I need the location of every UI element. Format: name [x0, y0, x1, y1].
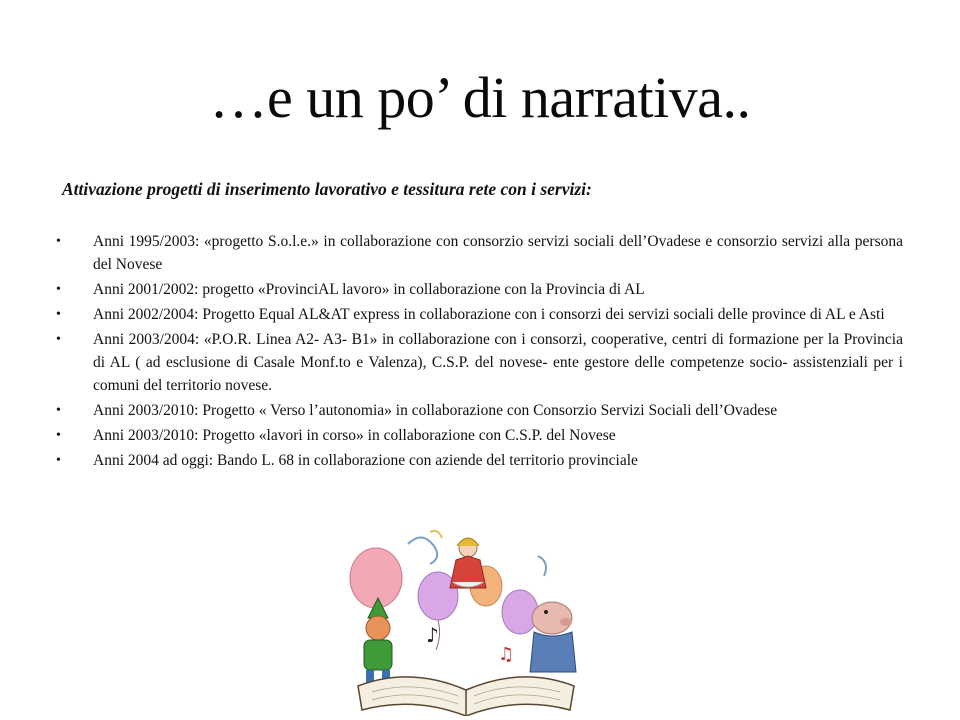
gnome-character-icon: [364, 598, 392, 686]
svg-text:♪: ♪: [426, 623, 439, 647]
bullet-icon: •: [56, 307, 61, 322]
svg-text:♫: ♫: [498, 644, 515, 665]
list-item-text: Anni 2001/2002: progetto «ProvinciAL lavoro» in collaborazione con la Provincia di AL: [93, 281, 645, 298]
list-item-text: Anni 2003/2004: «P.O.R. Linea A2- A3- B1» in collaborazione con i consorzi, cooperative, centri di formazione per la Provincia di AL ( ad esclusione di Casale Monf.to e Valenza), C.S.P. del novese- ente gestore delle competenze socio- assistenziali per i comuni del territorio novese.: [93, 331, 903, 394]
balloon-icon: [502, 590, 538, 634]
storybook-characters-illustration-icon: [338, 526, 594, 716]
list-item: [55, 328, 903, 397]
bullet-icon: •: [56, 234, 61, 249]
list-item-text: Anni 2002/2004: Progetto Equal AL&AT express in collaborazione con i consorzi dei servizi sociali delle province di AL e Asti: [93, 306, 885, 323]
bullet-icon: •: [56, 428, 61, 443]
list-item: [55, 449, 903, 472]
bullet-icon: •: [56, 403, 61, 418]
list-item: [55, 399, 903, 422]
list-item: [55, 278, 903, 301]
bullet-icon: •: [56, 332, 61, 347]
open-book-icon: [358, 677, 574, 716]
project-list: [55, 230, 903, 474]
list-item: [55, 230, 903, 276]
bullet-icon: •: [56, 453, 61, 468]
slide-subtitle: Attivazione progetti di inserimento lavorativo e tessitura rete con i servizi:: [62, 179, 592, 199]
list-item-text: Anni 2003/2010: Progetto «lavori in corso» in collaborazione con C.S.P. del Novese: [93, 427, 616, 444]
list-item: [55, 424, 903, 447]
list-item-text: Anni 2003/2010: Progetto « Verso l’autonomia» in collaborazione con Consorzio Servizi Sociali dell’Ovadese: [93, 402, 778, 419]
slide-title: …e un po’ di narrativa..: [209, 65, 751, 130]
pig-character-icon: [530, 602, 576, 672]
list-item-text: Anni 2004 ad oggi: Bando L. 68 in collaborazione con aziende del territorio provinciale: [93, 452, 638, 469]
list-item: [55, 303, 903, 326]
bullet-icon: •: [56, 282, 61, 297]
list-item-text: Anni 1995/2003: «progetto S.o.l.e.» in collaborazione con consorzio servizi sociali dell’Ovadese e consorzio servizi alla persona del Novese: [93, 233, 903, 273]
fairy-character-icon: [450, 538, 486, 588]
